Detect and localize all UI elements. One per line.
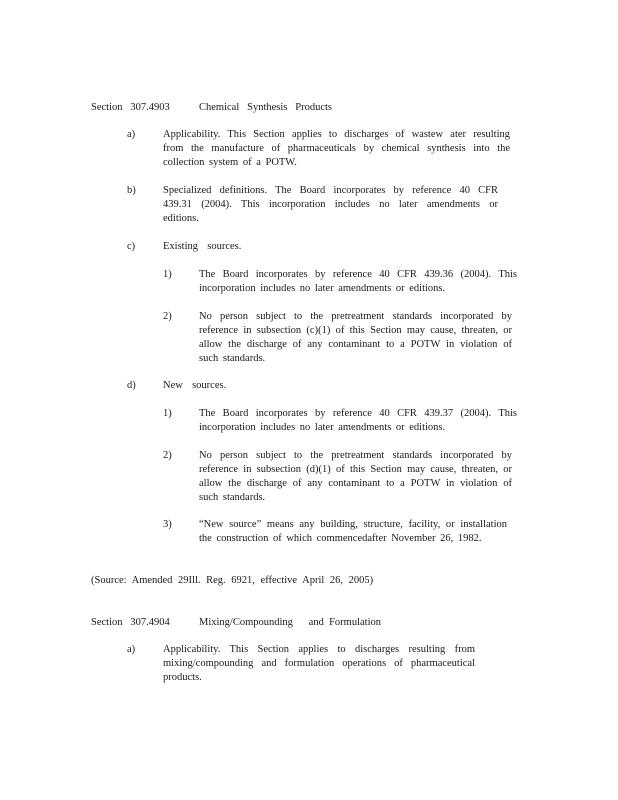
paragraph-specialized-definitions: Specialized definitions. The Board incorporates by reference 40 CFR 439.31 (2004). This incorporation includes no later amendments or editions. [163,185,498,224]
section-heading-4903 [91,101,332,115]
item-label: a) [127,644,136,655]
paragraph-new-sources: New sources. [163,380,227,391]
paragraph-existing-prohibition: No person subject to the pretreatment standards incorporated by reference in subsection (c)(1) of this Section may cause, threaten, or allow the discharge of any contaminant to a POTW in violation of such standards. [199,311,512,364]
subitem-label: 2) [163,450,172,461]
section-title: Chemical Synthesis Products [199,102,332,113]
source-note: (Source: Amended 29Ill. Reg. 6921, effective April 26, 2005) [91,575,374,586]
item-label: b) [127,185,136,196]
section-number: Section 307.4904 [91,617,170,628]
subitem-label: 1) [163,269,172,280]
subitem-label: 2) [163,311,172,322]
section-heading-4904 [91,616,381,630]
paragraph-new-prohibition: No person subject to the pretreatment standards incorporated by reference in subsection (d)(1) of this Section may cause, threaten, or allow the discharge of any contaminant to a POTW in violation of such standards. [199,450,512,503]
paragraph-new-incorporation: The Board incorporates by reference 40 CFR 439.37 (2004). This incorporation includes no later amendments or editions. [199,408,517,433]
paragraph-existing-incorporation: The Board incorporates by reference 40 CFR 439.36 (2004). This incorporation includes no later amendments or editions. [199,269,517,294]
paragraph-applicability: Applicability. This Section applies to discharges of wastew ater resulting from the manufacture of pharmaceuticals by chemical synthesis into the collection system of a POTW. [163,129,510,168]
item-label: c) [127,241,136,252]
paragraph-new-source-definition: “New source” means any building, structure, facility, or installation the construction of which commencedafter November 26, 1982. [199,519,507,544]
paragraph-existing-sources: Existing sources. [163,241,242,252]
subitem-label: 1) [163,408,172,419]
item-label: d) [127,380,136,391]
section-number: Section 307.4903 [91,102,170,113]
section-title: Mixing/Compounding and Formulation [199,617,382,628]
subitem-label: 3) [163,519,172,530]
item-label: a) [127,129,136,140]
paragraph-applicability-4904: Applicability. This Section applies to discharges resulting from mixing/compounding and formulation operations of pharmaceutical products. [163,644,475,683]
